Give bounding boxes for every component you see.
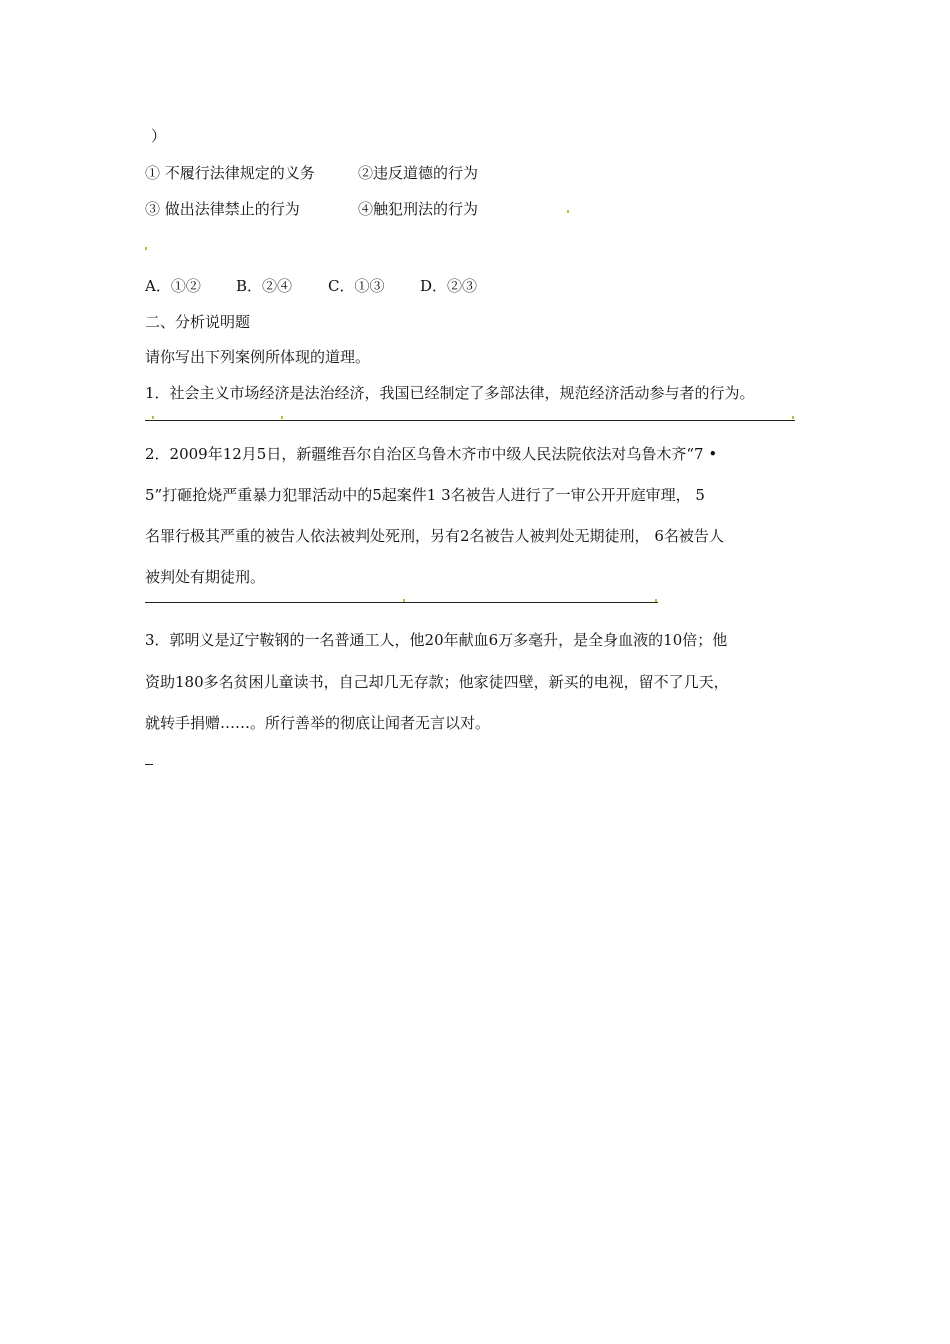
- options-row-1: [145, 163, 478, 183]
- artifact-dot: [655, 599, 657, 602]
- option-2: ②违反道德的行为: [358, 164, 479, 182]
- question-closing-paren: ）: [151, 127, 167, 145]
- case-3-answer-line[interactable]: [145, 764, 153, 765]
- case-1-answer-line[interactable]: [145, 420, 795, 421]
- answer-choices: [145, 276, 477, 296]
- case-1-text: 1．社会主义市场经济是法治经济，我国已经制定了多部法律，规范经济活动参与者的行为。: [145, 384, 755, 402]
- option-1: ① 不履行法律规定的义务: [145, 164, 315, 182]
- choice-d: D．②③: [420, 277, 478, 295]
- case-3-line-1: 3．郭明义是辽宁鞍钢的一名普通工人，他20年献血6万多毫升，是全身血液的10倍；他: [145, 631, 728, 649]
- case-2-line-2: 5”打砸抢烧严重暴力犯罪活动中的5起案件1 3名被告人进行了一审公开开庭审理， 5: [145, 486, 705, 504]
- options-row-2: [145, 199, 478, 219]
- case-2-line-4: 被判处有期徒刑。: [145, 568, 266, 586]
- option-3: ③ 做出法律禁止的行为: [145, 200, 300, 218]
- choice-c: C．①③: [328, 277, 385, 295]
- section-instruction: 请你写出下列案例所体现的道理。: [145, 348, 371, 366]
- artifact-dot: [567, 210, 569, 213]
- option-4: ④触犯刑法的行为: [358, 200, 479, 218]
- artifact-dot: [403, 599, 405, 602]
- artifact-dot: [281, 416, 283, 419]
- case-2-line-1: 2．2009年12月5日，新疆维吾尔自治区乌鲁木齐市中级人民法院依法对乌鲁木齐“7 •: [145, 445, 718, 463]
- choice-a: A．①②: [145, 277, 201, 295]
- artifact-dot: [152, 416, 154, 419]
- case-2-answer-line[interactable]: [145, 602, 658, 603]
- case-2-line-3: 名罪行极其严重的被告人依法被判处死刑，另有2名被告人被判处无期徒刑， 6名被告人: [145, 527, 724, 545]
- artifact-dot: [792, 416, 794, 419]
- section-heading: 二、分析说明题: [145, 313, 251, 331]
- artifact-dot: [145, 247, 147, 250]
- case-3-line-2: 资助180多名贫困儿童读书，自己却几无存款；他家徒四壁，新买的电视，留不了几天，: [145, 673, 729, 691]
- choice-b: B．②④: [236, 277, 293, 295]
- case-3-line-3: 就转手捐赠……。所行善举的彻底让闻者无言以对。: [145, 714, 491, 732]
